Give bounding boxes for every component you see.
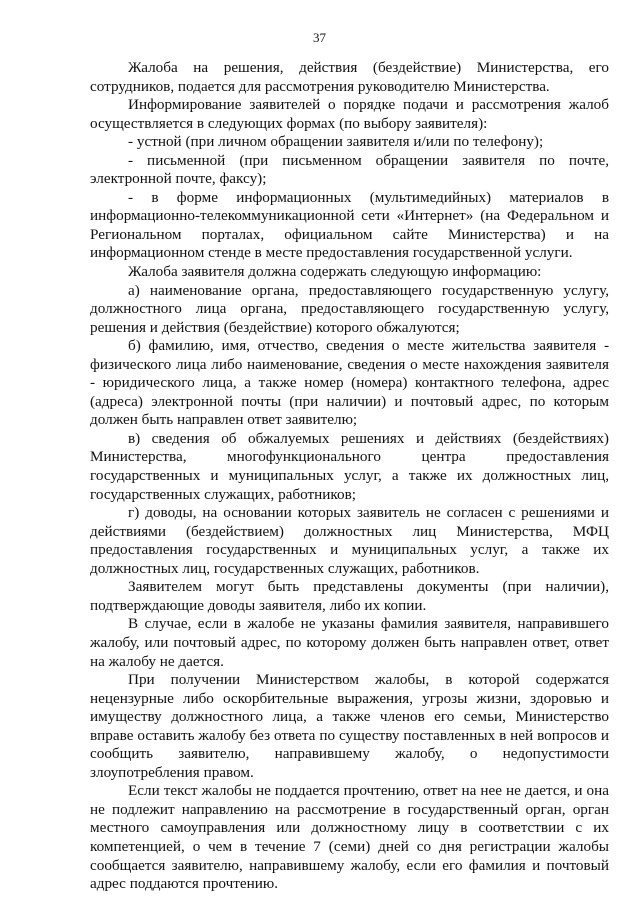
paragraph: Информирование заявителей о порядке подачи и рассмотрения жалоб осуществляется в следующих формах (по выбору заявителя): <box>90 96 609 132</box>
paragraph: Заявителем могут быть представлены документы (при наличии), подтверждающие доводы заявителя, либо их копии. <box>90 578 609 614</box>
list-item: а) наименование органа, предоставляющего государственную услугу, должностного лица органа, предоставляющего государственную услугу, решения и действия (бездействие) которого обжалуются; <box>90 281 609 336</box>
list-item: в) сведения об обжалуемых решениях и действиях (бездействиях) Министерства, многофункционального центра предоставления государственных и муниципальных услуг, а также их должностных лиц, государственных служащих, работников; <box>90 429 609 503</box>
paragraph: Если текст жалобы не поддается прочтению, ответ на нее не дается, и она не подлежит направлению на рассмотрение в государственный орган, орган местного самоуправления или должностному лицу в соответствии с их компетенцией, о чем в течение 7 (семи) дней со дня регистрации жалобы сообщается заявителю, направившему жалобу, если его фамилия и почтовый адрес поддаются прочтению. <box>90 782 609 893</box>
paragraph: Жалоба заявителя должна содержать следующую информацию: <box>128 263 542 281</box>
document-body <box>90 59 609 894</box>
list-item: - устной (при личном обращении заявителя и/или по телефону); <box>128 133 544 151</box>
paragraph: При получении Министерством жалобы, в которой содержатся нецензурные либо оскорбительные выражения, угрозы жизни, здоровью и имуществу должностного лица, а также членов его семьи, Министерство вправе оставить жалобу без ответа по существу поставленных в ней вопросов и сообщить заявителю, направившему жалобу, о недопустимости злоупотребления правом. <box>90 671 609 781</box>
list-item: - письменной (при письменном обращении заявителя по почте, электронной почте, факсу); <box>90 151 609 188</box>
paragraph: Жалоба на решения, действия (бездействие) Министерства, его сотрудников, подается для рассмотрения руководителю Министерства. <box>90 59 609 95</box>
paragraph: В случае, если в жалобе не указаны фамилия заявителя, направившего жалобу, или почтовый адрес, по которому должен быть направлен ответ, ответ на жалобу не дается. <box>90 615 609 670</box>
page-number: 37 <box>313 30 326 45</box>
list-item: - в форме информационных (мультимедийных) материалов в информационно-телекоммуникационной сети «Интернет» (на Федеральном и Региональном порталах, официальном сайте Министерства) и на информационном стенде в месте предоставления государственной услуги. <box>90 188 609 262</box>
list-item: б) фамилию, имя, отчество, сведения о месте жительства заявителя - физического лица либо наименование, сведения о месте нахождения заявителя - юридического лица, а также номер (номера) контактного телефона, адрес (адреса) электронной почты (при наличии) и почтовый адрес, по которым должен быть направлен ответ заявителю; <box>90 337 609 429</box>
list-item: г) доводы, на основании которых заявитель не согласен с решениями и действиями (бездействием) должностных лиц Министерства, МФЦ предоставления государственных и муниципальных услуг, а также их должностных лиц, государственных служащих, работников. <box>90 504 609 577</box>
